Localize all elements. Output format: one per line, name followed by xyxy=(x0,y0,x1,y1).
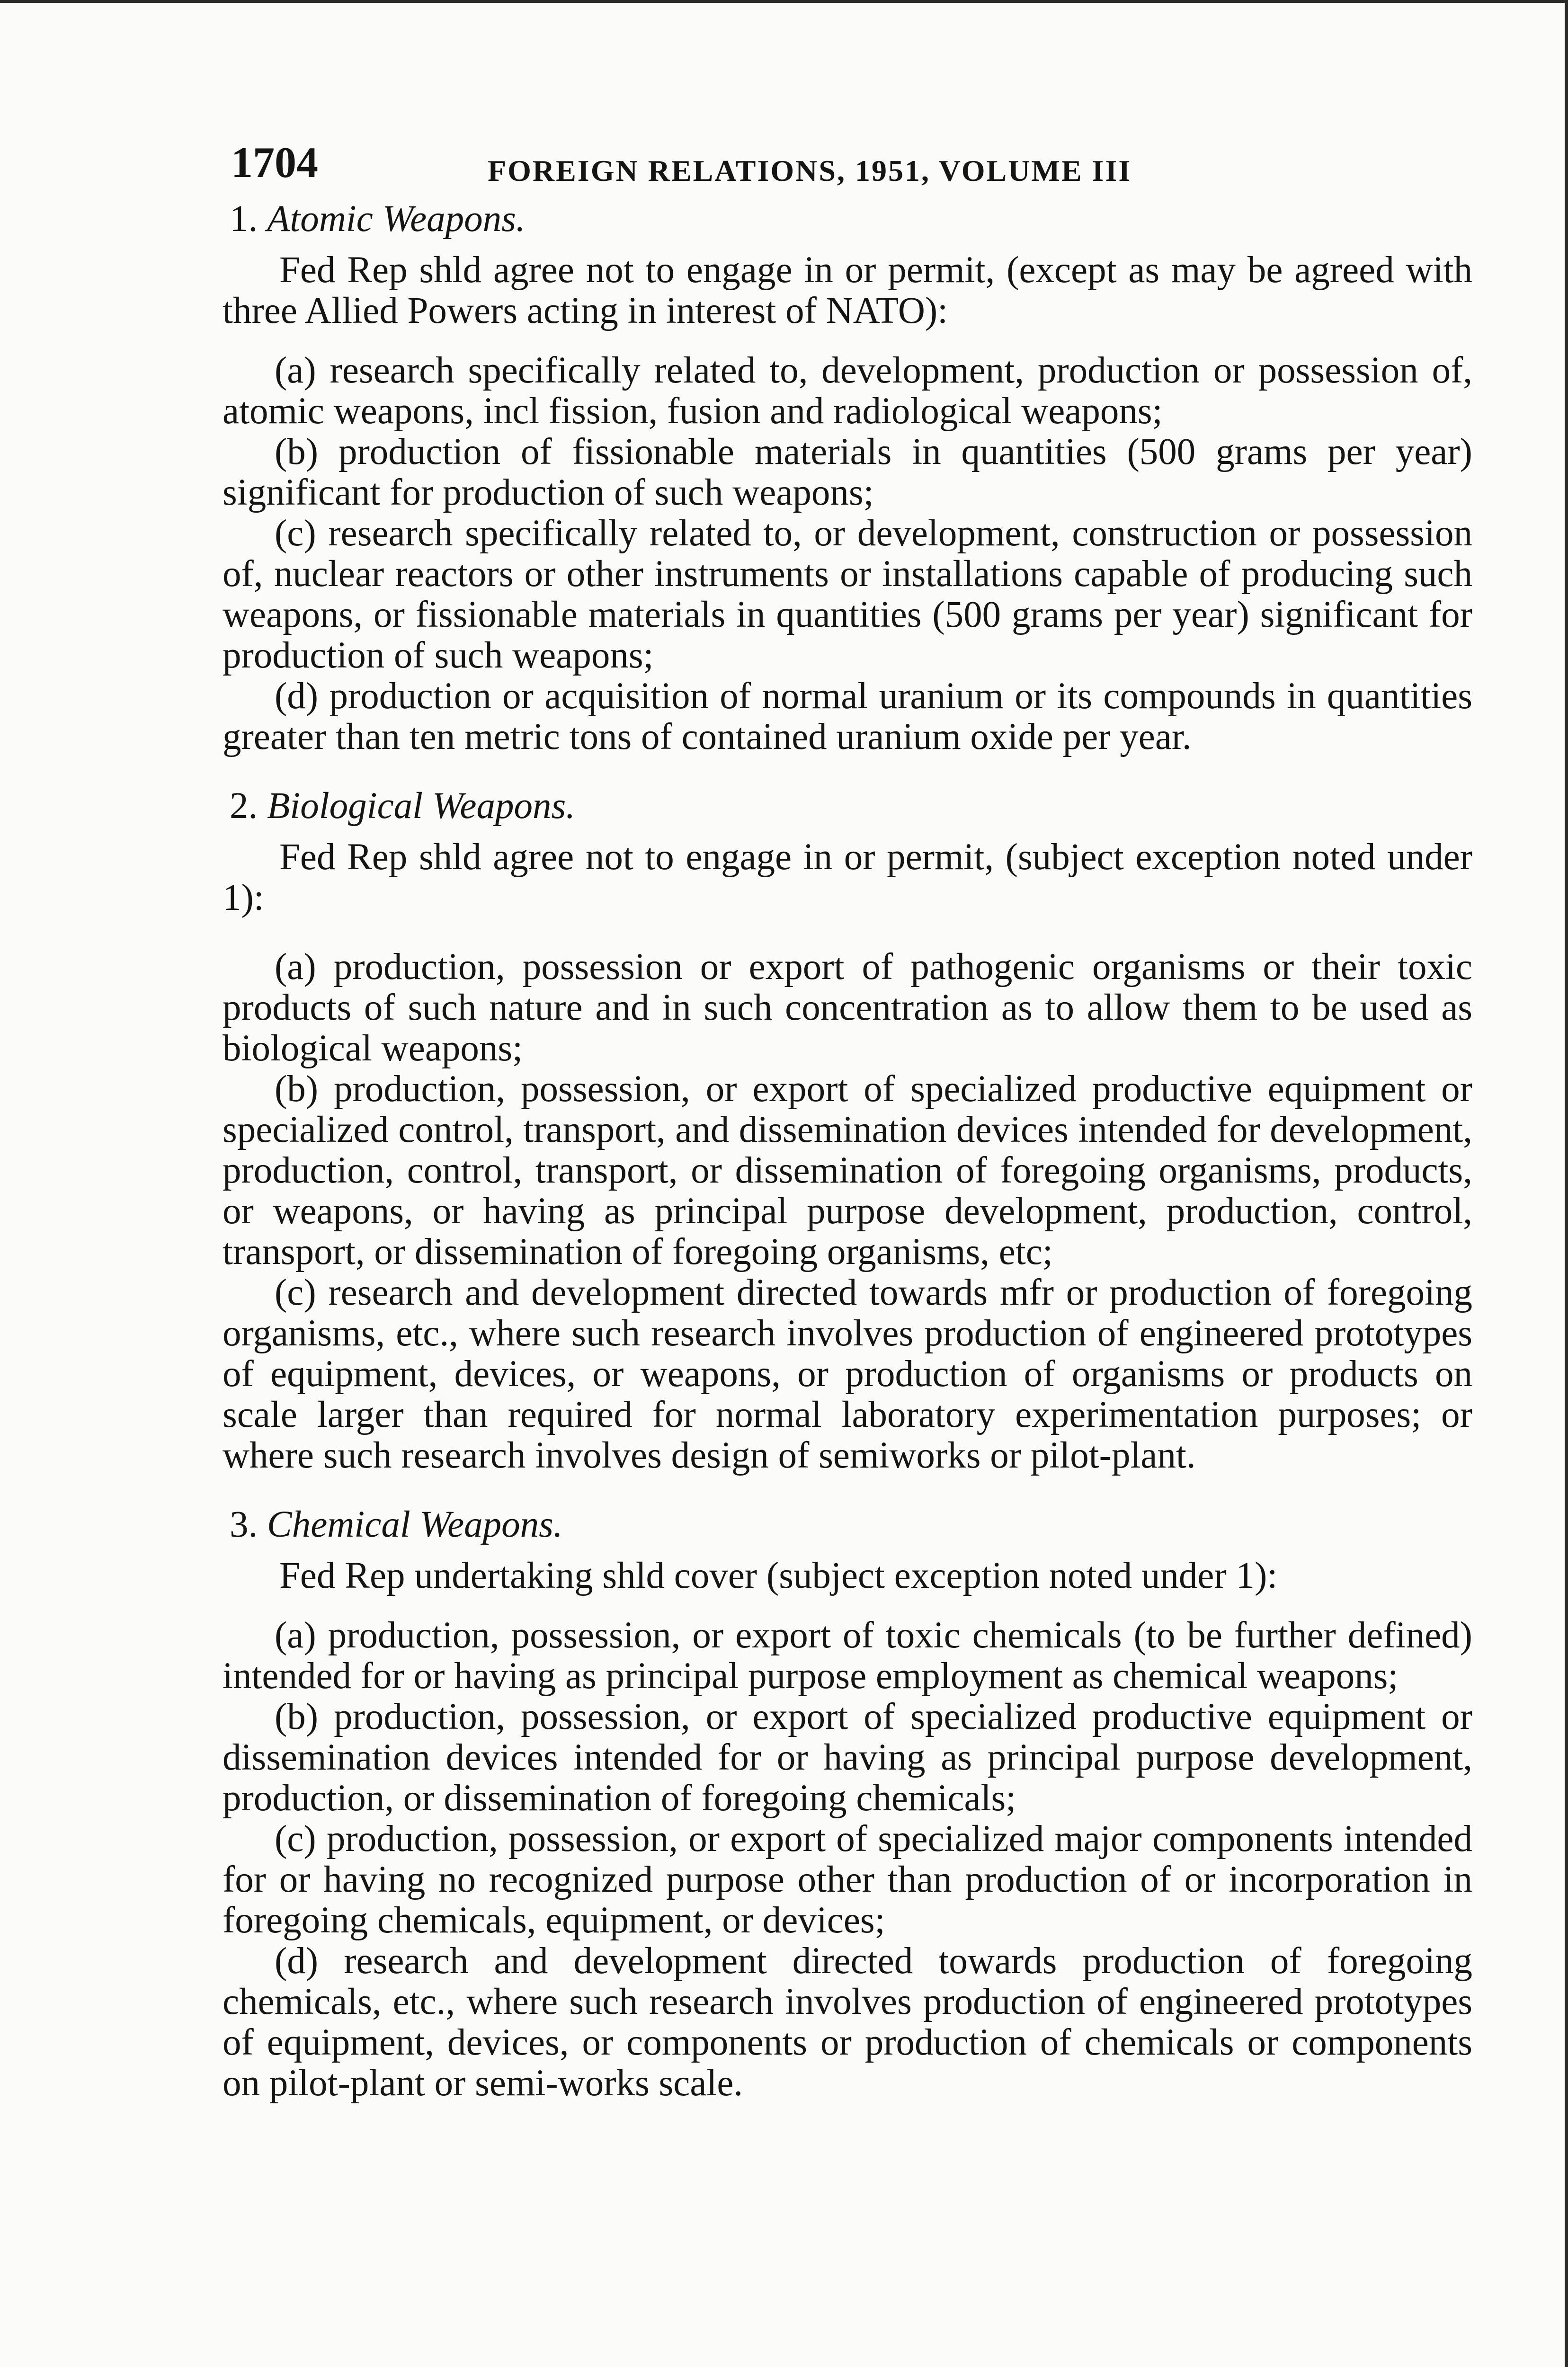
section-title: Atomic Weapons. xyxy=(267,198,526,240)
page-header xyxy=(223,133,1472,199)
section-intro: Fed Rep shld agree not to engage in or permit, (except as may be agreed with three Allied Powers acting in interest of NATO): xyxy=(223,249,1472,331)
section-title: Biological Weapons. xyxy=(267,785,575,827)
scan-edge-top xyxy=(0,0,1568,3)
list-item: (b) production of fissionable materials in quantities (500 grams per year) significant for production of such weapons; xyxy=(223,431,1472,513)
section-title: Chemical Weapons. xyxy=(267,1504,563,1545)
page-number: 1704 xyxy=(231,138,318,187)
list-item: (d) research and development directed towards production of foregoing chemicals, etc., where such research involves production of engineered prototypes of equipment, devices, or components or production of chemicals or components on pilot-plant or semi-works scale. xyxy=(223,1940,1472,2104)
list-item: (a) research specifically related to, development, production or possession of, atomic weapons, incl fission, fusion and radiological weapons; xyxy=(223,350,1472,432)
list-item: (a) production, possession or export of pathogenic organisms or their toxic products of such nature and in such concentration as to allow them to be used as biological weapons; xyxy=(223,946,1472,1069)
section-heading xyxy=(223,786,1472,827)
section-heading xyxy=(223,1504,1472,1545)
list-item: (a) production, possession, or export of toxic chemicals (to be further defined) intended for or having as principal purpose employment as chemical weapons; xyxy=(223,1615,1472,1697)
running-head: FOREIGN RELATIONS, 1951, VOLUME III xyxy=(488,154,1132,187)
list-item: (b) production, possession, or export of specialized productive equipment or specialized control, transport, and dissemination devices intended for development, production, control, transport, or dissemination of foregoing organisms, products, or weapons, or having as principal purpose development, production, control, transport, or dissemination of foregoing organisms, etc; xyxy=(223,1068,1472,1272)
section-atomic-weapons xyxy=(223,199,1472,757)
section-number: 1. xyxy=(230,198,258,240)
section-heading xyxy=(223,199,1472,240)
section-intro: Fed Rep shld agree not to engage in or permit, (subject exception noted under 1): xyxy=(223,836,1472,918)
scan-edge-right xyxy=(1565,0,1568,2367)
section-chemical-weapons xyxy=(223,1504,1472,2104)
document-page xyxy=(223,133,1472,2104)
list-item: (c) research and development directed towards mfr or production of foregoing organisms, etc., where such research involves production of engineered prototypes of equipment, devices, or weapons, or production of organisms or products on scale larger than required for normal laboratory experimentation purposes; or where such research involves design of semiworks or pilot-plant. xyxy=(223,1272,1472,1476)
list-item: (b) production, possession, or export of specialized productive equipment or dissemination devices intended for or having as principal purpose development, production, or dissemination of foregoing chemicals; xyxy=(223,1696,1472,1819)
section-intro: Fed Rep undertaking shld cover (subject exception noted under 1): xyxy=(279,1555,1278,1596)
section-biological-weapons xyxy=(223,786,1472,1476)
list-item: (c) production, possession, or export of specialized major components intended for or having no recognized purpose other than production of or incorporation in foregoing chemicals, equipment, or devices; xyxy=(223,1818,1472,1941)
list-item: (d) production or acquisition of normal uranium or its compounds in quantities greater than ten metric tons of contained uranium oxide per year. xyxy=(223,676,1472,757)
section-number: 3. xyxy=(230,1504,258,1545)
section-number: 2. xyxy=(230,785,258,827)
list-item: (c) research specifically related to, or development, construction or possession of, nuclear reactors or other instruments or installations capable of producing such weapons, or fissionable materials in quantities (500 grams per year) significant for production of such weapons; xyxy=(223,513,1472,676)
